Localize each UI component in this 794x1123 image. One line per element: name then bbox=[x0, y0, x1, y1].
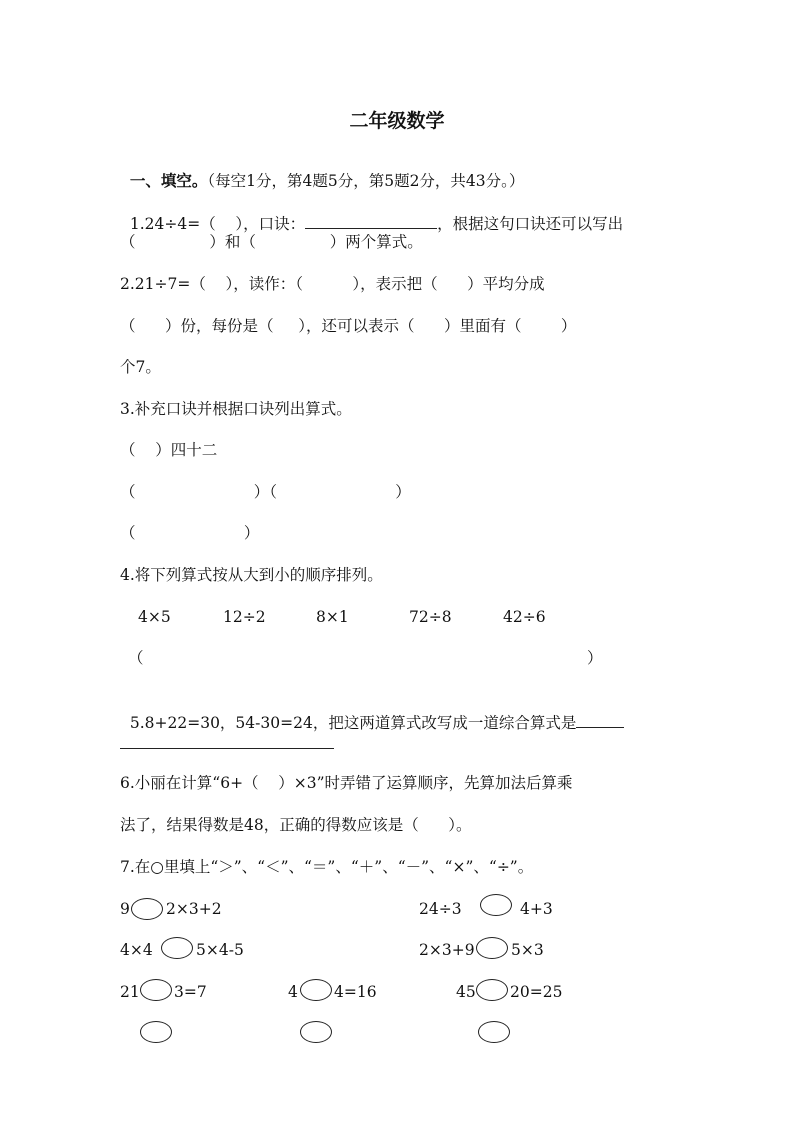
question-3-line-2: （ ）四十二 bbox=[120, 441, 218, 459]
q7-r3b-right: 4=16 bbox=[334, 983, 377, 1001]
q7-r2b-circle[interactable] bbox=[476, 937, 508, 959]
q4-expr-1: 4×5 bbox=[138, 608, 171, 626]
question-2-line-3: 个7。 bbox=[120, 358, 161, 376]
q7-r3c-left: 45 bbox=[456, 983, 476, 1001]
q5-blank-underline-b[interactable] bbox=[120, 732, 334, 749]
q1-text-b: ，根据这句口诀还可以写出 bbox=[437, 215, 624, 233]
q4-expr-5: 42÷6 bbox=[503, 608, 546, 626]
page-title: 二年级数学 bbox=[349, 110, 445, 132]
q7-r4b-circle[interactable] bbox=[300, 1021, 332, 1043]
q1-blank-underline[interactable] bbox=[305, 212, 437, 229]
q7-r2a-right: 5×4-5 bbox=[196, 941, 244, 959]
q4-expr-2: 12÷2 bbox=[223, 608, 266, 626]
q7-r3a-circle[interactable] bbox=[140, 979, 172, 1001]
question-4-line-1: 4.将下列算式按从大到小的顺序排列。 bbox=[120, 566, 383, 584]
section-heading: 一、填空。 bbox=[129, 172, 208, 190]
q5-blank-underline-a[interactable] bbox=[576, 711, 624, 728]
q7-r3a-left: 21 bbox=[120, 983, 140, 1001]
question-2-line-2: （ ）份，每份是（ ），还可以表示（ ）里面有（ ） bbox=[120, 317, 577, 335]
q7-r3c-circle[interactable] bbox=[476, 979, 508, 1001]
q7-r1a-right: 2×3+2 bbox=[166, 900, 222, 918]
q7-r3b-circle[interactable] bbox=[300, 979, 332, 1001]
question-3-line-4: （ ） bbox=[120, 524, 260, 542]
question-6-line-2: 法了，结果得数是48，正确的得数应该是（ ）。 bbox=[120, 816, 472, 834]
q4-answer-paren-right: ） bbox=[587, 649, 603, 667]
q7-r3a-right: 3=7 bbox=[174, 983, 207, 1001]
q7-r4a-circle[interactable] bbox=[140, 1021, 172, 1043]
section-note: （每空1分，第4题5分，第5题2分，共43分。） bbox=[207, 172, 525, 190]
q7-r1a-left: 9 bbox=[120, 900, 130, 918]
question-3-line-3: （ ）（ ） bbox=[120, 483, 411, 501]
question-5-line-1 bbox=[120, 689, 624, 734]
question-6-line-1: 6.小丽在计算“6+（ ）×3”时弄错了运算顺序，先算加法后算乘 bbox=[120, 774, 573, 792]
q7-r2a-left: 4×4 bbox=[120, 941, 153, 959]
q7-r1b-right: 4+3 bbox=[520, 900, 553, 918]
q5-text: 5.8+22=30，54-30=24，把这两道算式改写成一道综合算式是 bbox=[129, 714, 577, 732]
section-heading-line bbox=[120, 148, 524, 192]
q4-expr-3: 8×1 bbox=[316, 608, 349, 626]
q7-r1b-left: 24÷3 bbox=[419, 900, 462, 918]
question-1-line-1 bbox=[120, 190, 623, 235]
question-2-line-1: 2.21÷7=（ ），读作：（ ），表示把（ ）平均分成 bbox=[120, 275, 545, 293]
q4-expr-4: 72÷8 bbox=[409, 608, 452, 626]
q7-r4c-circle[interactable] bbox=[478, 1021, 510, 1043]
q7-r2b-right: 5×3 bbox=[511, 941, 544, 959]
q7-r1b-circle[interactable] bbox=[480, 894, 512, 916]
question-7-line-1: 7.在○里填上“＞”、“＜”、“＝”、“＋”、“－”、“×”、“÷”。 bbox=[120, 858, 534, 876]
q4-answer-paren-left: （ bbox=[128, 649, 144, 667]
q1-text-a: 1.24÷4=（ ），口诀： bbox=[129, 215, 306, 233]
q7-r1a-circle[interactable] bbox=[131, 898, 163, 920]
q7-r2a-circle[interactable] bbox=[161, 937, 193, 959]
question-3-line-1: 3.补充口诀并根据口诀列出算式。 bbox=[120, 400, 352, 418]
question-1-line-2: （ ）和（ ）两个算式。 bbox=[120, 233, 423, 251]
q7-r3b-left: 4 bbox=[288, 983, 298, 1001]
q7-r3c-right: 20=25 bbox=[510, 983, 563, 1001]
q7-r2b-left: 2×3+9 bbox=[419, 941, 475, 959]
